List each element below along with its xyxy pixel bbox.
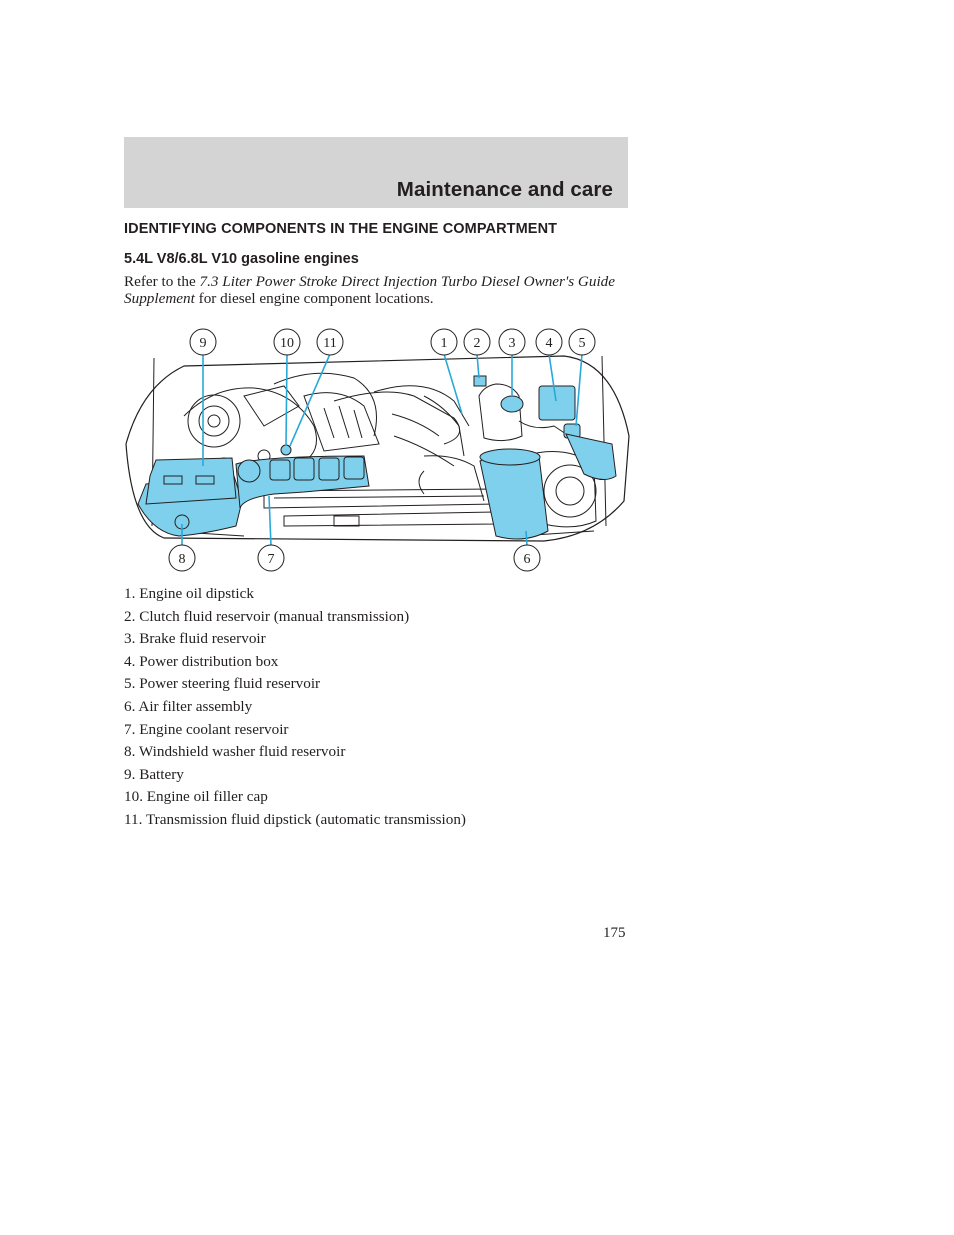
legend-item: 9. Battery bbox=[124, 765, 184, 783]
diesel-guide-title: 7.3 Liter Power Stroke Direct Injection Turbo Diesel Owner's Guide Supplement bbox=[124, 273, 616, 307]
callout-9 bbox=[190, 329, 216, 355]
power-steering-shape bbox=[566, 434, 616, 480]
chapter-title: Maintenance and care bbox=[396, 178, 613, 201]
legend-item: 7. Engine coolant reservoir bbox=[124, 720, 289, 738]
power-distribution-shape bbox=[539, 386, 575, 420]
svg-text:4: 4 bbox=[545, 336, 553, 351]
legend-item: 8. Windshield washer fluid reservoir bbox=[124, 743, 346, 761]
callout-3 bbox=[499, 329, 525, 355]
legend-item: 10. Engine oil filler cap bbox=[124, 788, 268, 806]
svg-text:3: 3 bbox=[508, 336, 516, 351]
callout-2 bbox=[464, 329, 490, 355]
intro-prefix: Refer to the bbox=[124, 273, 200, 290]
callout-7 bbox=[258, 545, 284, 571]
callout-1 bbox=[431, 329, 457, 355]
callout-6 bbox=[514, 545, 540, 571]
callout-8 bbox=[169, 545, 195, 571]
svg-text:10: 10 bbox=[280, 336, 294, 351]
svg-text:1: 1 bbox=[440, 336, 448, 351]
legend-item: 11. Transmission fluid dipstick (automatic transmission) bbox=[124, 810, 466, 828]
legend-item: 3. Brake fluid reservoir bbox=[124, 630, 266, 648]
legend-item: 2. Clutch fluid reservoir (manual transmission) bbox=[124, 607, 410, 625]
engine-compartment-diagram bbox=[124, 326, 634, 576]
callout-5 bbox=[569, 329, 595, 355]
svg-text:8: 8 bbox=[178, 552, 186, 567]
battery-shape bbox=[146, 458, 236, 504]
callout-11 bbox=[317, 329, 343, 355]
callout-10 bbox=[274, 329, 300, 355]
svg-text:11: 11 bbox=[323, 336, 337, 351]
svg-text:2: 2 bbox=[473, 336, 481, 351]
intro-paragraph bbox=[124, 274, 624, 307]
legend-item: 4. Power distribution box bbox=[124, 652, 279, 670]
page-number: 175 bbox=[603, 925, 626, 941]
svg-text:5: 5 bbox=[578, 336, 586, 351]
section-heading: IDENTIFYING COMPONENTS IN THE ENGINE COMPARTMENT bbox=[124, 221, 558, 237]
component-legend bbox=[124, 583, 466, 832]
legend-item: 5. Power steering fluid reservoir bbox=[124, 675, 321, 693]
header-band bbox=[124, 137, 628, 208]
legend-item: 6. Air filter assembly bbox=[124, 697, 253, 715]
engine-subheading: 5.4L V8/6.8L V10 gasoline engines bbox=[124, 251, 359, 267]
svg-text:6: 6 bbox=[523, 552, 531, 567]
intro-suffix: for diesel engine component locations. bbox=[194, 289, 434, 307]
svg-text:7: 7 bbox=[267, 552, 275, 567]
svg-text:9: 9 bbox=[199, 336, 207, 351]
legend-item: 1. Engine oil dipstick bbox=[124, 585, 254, 602]
callout-4 bbox=[536, 329, 562, 355]
